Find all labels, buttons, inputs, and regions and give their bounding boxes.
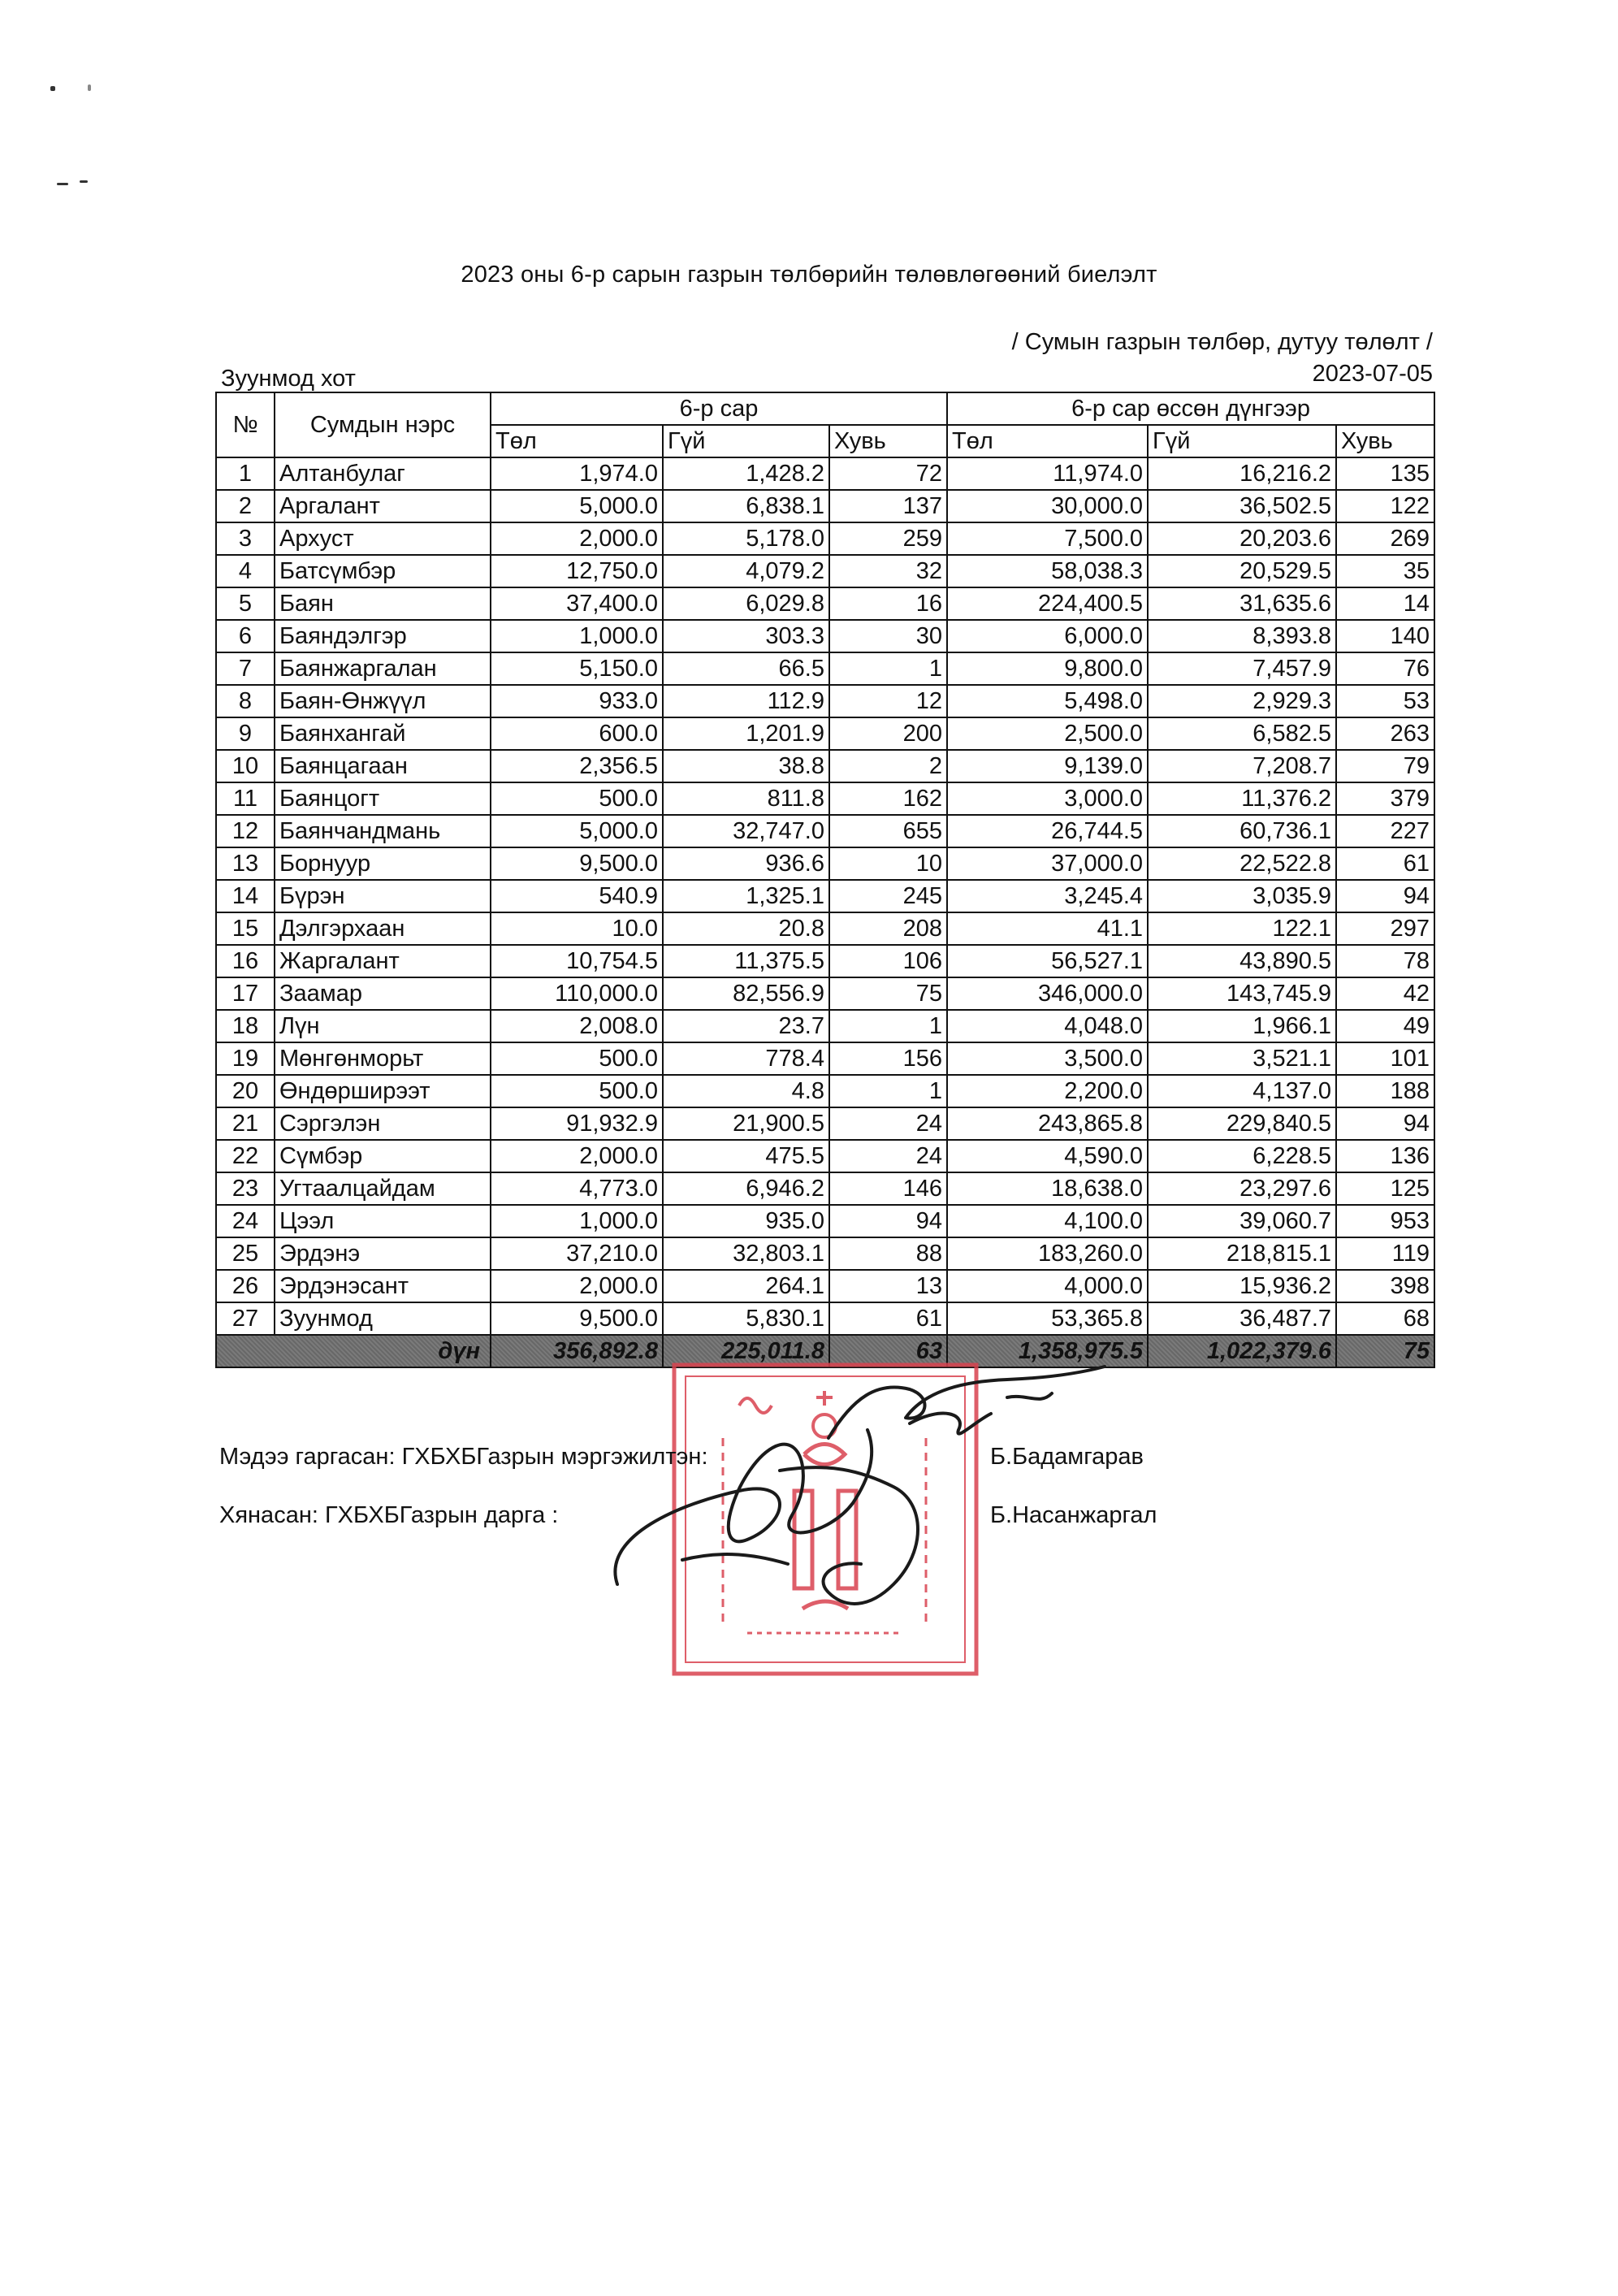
month-plan-cell: 500.0 <box>491 1042 663 1075</box>
header-month-plan: Төл <box>491 425 663 457</box>
month-actual-cell: 778.4 <box>663 1042 829 1075</box>
month-plan-cell: 933.0 <box>491 685 663 717</box>
row-number-cell: 20 <box>216 1075 275 1107</box>
month-plan-cell: 5,000.0 <box>491 490 663 522</box>
month-plan-cell: 37,210.0 <box>491 1237 663 1270</box>
cumulative-plan-cell: 6,000.0 <box>947 620 1148 652</box>
month-actual-cell: 5,178.0 <box>663 522 829 555</box>
cumulative-plan-cell: 4,048.0 <box>947 1010 1148 1042</box>
district-name-cell: Алтанбулаг <box>275 457 491 490</box>
month-plan-cell: 2,008.0 <box>491 1010 663 1042</box>
header-cumulative-percent: Хувь <box>1336 425 1434 457</box>
month-percent-cell: 208 <box>829 912 947 945</box>
month-actual-cell: 1,201.9 <box>663 717 829 750</box>
table-row <box>216 880 1434 912</box>
cumulative-plan-cell: 2,200.0 <box>947 1075 1148 1107</box>
row-number-cell: 15 <box>216 912 275 945</box>
cumulative-actual-cell: 6,582.5 <box>1148 717 1336 750</box>
cumulative-actual-cell: 16,216.2 <box>1148 457 1336 490</box>
district-name-cell: Баянчандмань <box>275 815 491 847</box>
month-plan-cell: 540.9 <box>491 880 663 912</box>
document-date: 2023-07-05 <box>1312 361 1433 387</box>
table-row <box>216 685 1434 717</box>
table-row <box>216 1270 1434 1302</box>
row-number-cell: 26 <box>216 1270 275 1302</box>
cumulative-plan-cell: 56,527.1 <box>947 945 1148 977</box>
cumulative-plan-cell: 18,638.0 <box>947 1172 1148 1205</box>
month-plan-cell: 5,150.0 <box>491 652 663 685</box>
report-table <box>215 392 1435 1368</box>
month-percent-cell: 24 <box>829 1140 947 1172</box>
table-row <box>216 1042 1434 1075</box>
header-cumulative-actual: Гүй <box>1148 425 1336 457</box>
month-actual-cell: 6,838.1 <box>663 490 829 522</box>
district-name-cell: Бүрэн <box>275 880 491 912</box>
row-number-cell: 6 <box>216 620 275 652</box>
month-percent-cell: 94 <box>829 1205 947 1237</box>
total-cumulative-actual: 1,022,379.6 <box>1148 1335 1336 1367</box>
district-name-cell: Лүн <box>275 1010 491 1042</box>
cumulative-actual-cell: 122.1 <box>1148 912 1336 945</box>
cumulative-actual-cell: 218,815.1 <box>1148 1237 1336 1270</box>
district-name-cell: Өндөрширээт <box>275 1075 491 1107</box>
month-percent-cell: 259 <box>829 522 947 555</box>
month-percent-cell: 245 <box>829 880 947 912</box>
month-percent-cell: 12 <box>829 685 947 717</box>
month-plan-cell: 1,000.0 <box>491 620 663 652</box>
table-row <box>216 1302 1434 1335</box>
month-actual-cell: 66.5 <box>663 652 829 685</box>
table-row <box>216 1010 1434 1042</box>
cumulative-percent-cell: 135 <box>1336 457 1434 490</box>
month-actual-cell: 112.9 <box>663 685 829 717</box>
cumulative-percent-cell: 49 <box>1336 1010 1434 1042</box>
cumulative-actual-cell: 36,502.5 <box>1148 490 1336 522</box>
table-row <box>216 847 1434 880</box>
cumulative-actual-cell: 22,522.8 <box>1148 847 1336 880</box>
cumulative-plan-cell: 41.1 <box>947 912 1148 945</box>
row-number-cell: 10 <box>216 750 275 782</box>
cumulative-actual-cell: 8,393.8 <box>1148 620 1336 652</box>
row-number-cell: 21 <box>216 1107 275 1140</box>
scan-speck <box>57 183 68 185</box>
month-actual-cell: 6,029.8 <box>663 587 829 620</box>
cumulative-percent-cell: 263 <box>1336 717 1434 750</box>
total-month-plan: 356,892.8 <box>491 1335 663 1367</box>
row-number-cell: 24 <box>216 1205 275 1237</box>
cumulative-plan-cell: 11,974.0 <box>947 457 1148 490</box>
district-name-cell: Архуст <box>275 522 491 555</box>
cumulative-actual-cell: 3,035.9 <box>1148 880 1336 912</box>
district-name-cell: Баянцогт <box>275 782 491 815</box>
cumulative-plan-cell: 4,590.0 <box>947 1140 1148 1172</box>
cumulative-actual-cell: 7,457.9 <box>1148 652 1336 685</box>
table-row <box>216 1205 1434 1237</box>
cumulative-plan-cell: 4,100.0 <box>947 1205 1148 1237</box>
month-plan-cell: 37,400.0 <box>491 587 663 620</box>
row-number-cell: 14 <box>216 880 275 912</box>
document-city: Зуунмод хот <box>221 366 356 392</box>
month-actual-cell: 4,079.2 <box>663 555 829 587</box>
row-number-cell: 19 <box>216 1042 275 1075</box>
cumulative-percent-cell: 136 <box>1336 1140 1434 1172</box>
month-percent-cell: 16 <box>829 587 947 620</box>
cumulative-plan-cell: 346,000.0 <box>947 977 1148 1010</box>
month-percent-cell: 13 <box>829 1270 947 1302</box>
cumulative-plan-cell: 3,000.0 <box>947 782 1148 815</box>
table-row <box>216 490 1434 522</box>
month-actual-cell: 1,428.2 <box>663 457 829 490</box>
header-no: № <box>216 392 275 457</box>
month-percent-cell: 162 <box>829 782 947 815</box>
month-actual-cell: 936.6 <box>663 847 829 880</box>
month-percent-cell: 137 <box>829 490 947 522</box>
table-row <box>216 1107 1434 1140</box>
month-plan-cell: 10.0 <box>491 912 663 945</box>
month-plan-cell: 500.0 <box>491 1075 663 1107</box>
header-cumulative-plan: Төл <box>947 425 1148 457</box>
total-month-percent: 63 <box>829 1335 947 1367</box>
district-name-cell: Эрдэнэ <box>275 1237 491 1270</box>
cumulative-percent-cell: 35 <box>1336 555 1434 587</box>
month-plan-cell: 110,000.0 <box>491 977 663 1010</box>
cumulative-plan-cell: 3,500.0 <box>947 1042 1148 1075</box>
cumulative-percent-cell: 14 <box>1336 587 1434 620</box>
document-title: 2023 оны 6-р сарын газрын төлбөрийн төлөвлөгөөний биелэлт <box>461 262 1157 288</box>
month-actual-cell: 32,747.0 <box>663 815 829 847</box>
month-percent-cell: 72 <box>829 457 947 490</box>
cumulative-actual-cell: 229,840.5 <box>1148 1107 1336 1140</box>
month-plan-cell: 2,000.0 <box>491 522 663 555</box>
cumulative-actual-cell: 7,208.7 <box>1148 750 1336 782</box>
cumulative-percent-cell: 297 <box>1336 912 1434 945</box>
month-plan-cell: 9,500.0 <box>491 1302 663 1335</box>
cumulative-plan-cell: 53,365.8 <box>947 1302 1148 1335</box>
month-plan-cell: 2,000.0 <box>491 1270 663 1302</box>
month-actual-cell: 1,325.1 <box>663 880 829 912</box>
district-name-cell: Жаргалант <box>275 945 491 977</box>
month-percent-cell: 24 <box>829 1107 947 1140</box>
district-name-cell: Баянцагаан <box>275 750 491 782</box>
month-actual-cell: 32,803.1 <box>663 1237 829 1270</box>
month-percent-cell: 10 <box>829 847 947 880</box>
month-actual-cell: 811.8 <box>663 782 829 815</box>
district-name-cell: Зуунмод <box>275 1302 491 1335</box>
table-row <box>216 457 1434 490</box>
month-percent-cell: 146 <box>829 1172 947 1205</box>
month-percent-cell: 2 <box>829 750 947 782</box>
table-row <box>216 750 1434 782</box>
month-percent-cell: 61 <box>829 1302 947 1335</box>
total-month-actual: 225,011.8 <box>663 1335 829 1367</box>
cumulative-actual-cell: 4,137.0 <box>1148 1075 1336 1107</box>
row-number-cell: 4 <box>216 555 275 587</box>
cumulative-plan-cell: 3,245.4 <box>947 880 1148 912</box>
month-percent-cell: 1 <box>829 1010 947 1042</box>
scan-speck <box>80 180 88 183</box>
table-row <box>216 522 1434 555</box>
cumulative-plan-cell: 9,139.0 <box>947 750 1148 782</box>
official-stamp <box>674 1365 976 1674</box>
table-row <box>216 815 1434 847</box>
row-number-cell: 7 <box>216 652 275 685</box>
cumulative-percent-cell: 94 <box>1336 880 1434 912</box>
row-number-cell: 2 <box>216 490 275 522</box>
row-number-cell: 5 <box>216 587 275 620</box>
month-percent-cell: 156 <box>829 1042 947 1075</box>
cumulative-plan-cell: 243,865.8 <box>947 1107 1148 1140</box>
cumulative-percent-cell: 79 <box>1336 750 1434 782</box>
month-actual-cell: 6,946.2 <box>663 1172 829 1205</box>
month-plan-cell: 2,000.0 <box>491 1140 663 1172</box>
month-actual-cell: 23.7 <box>663 1010 829 1042</box>
cumulative-plan-cell: 2,500.0 <box>947 717 1148 750</box>
cumulative-actual-cell: 2,929.3 <box>1148 685 1336 717</box>
cumulative-actual-cell: 23,297.6 <box>1148 1172 1336 1205</box>
district-name-cell: Баянхангай <box>275 717 491 750</box>
table-row <box>216 782 1434 815</box>
month-plan-cell: 1,974.0 <box>491 457 663 490</box>
cumulative-plan-cell: 183,260.0 <box>947 1237 1148 1270</box>
cumulative-percent-cell: 119 <box>1336 1237 1434 1270</box>
district-name-cell: Заамар <box>275 977 491 1010</box>
table-row <box>216 555 1434 587</box>
row-number-cell: 1 <box>216 457 275 490</box>
cumulative-percent-cell: 269 <box>1336 522 1434 555</box>
district-name-cell: Сүмбэр <box>275 1140 491 1172</box>
cumulative-actual-cell: 1,966.1 <box>1148 1010 1336 1042</box>
row-number-cell: 18 <box>216 1010 275 1042</box>
cumulative-actual-cell: 15,936.2 <box>1148 1270 1336 1302</box>
month-actual-cell: 82,556.9 <box>663 977 829 1010</box>
table-row <box>216 717 1434 750</box>
month-actual-cell: 264.1 <box>663 1270 829 1302</box>
table-row <box>216 587 1434 620</box>
cumulative-percent-cell: 953 <box>1336 1205 1434 1237</box>
cumulative-actual-cell: 143,745.9 <box>1148 977 1336 1010</box>
month-percent-cell: 1 <box>829 1075 947 1107</box>
cumulative-plan-cell: 58,038.3 <box>947 555 1148 587</box>
month-plan-cell: 600.0 <box>491 717 663 750</box>
month-actual-cell: 38.8 <box>663 750 829 782</box>
district-name-cell: Борнуур <box>275 847 491 880</box>
cumulative-plan-cell: 7,500.0 <box>947 522 1148 555</box>
district-name-cell: Цээл <box>275 1205 491 1237</box>
scan-speck <box>50 86 55 91</box>
month-percent-cell: 106 <box>829 945 947 977</box>
row-number-cell: 8 <box>216 685 275 717</box>
cumulative-plan-cell: 224,400.5 <box>947 587 1148 620</box>
row-number-cell: 17 <box>216 977 275 1010</box>
cumulative-percent-cell: 42 <box>1336 977 1434 1010</box>
prepared-by-name: Б.Бадамгарав <box>990 1444 1144 1470</box>
cumulative-percent-cell: 125 <box>1336 1172 1434 1205</box>
scan-speck <box>88 84 91 91</box>
cumulative-percent-cell: 379 <box>1336 782 1434 815</box>
month-actual-cell: 935.0 <box>663 1205 829 1237</box>
header-group-month: 6-р сар <box>491 392 947 425</box>
district-name-cell: Баян <box>275 587 491 620</box>
cumulative-percent-cell: 227 <box>1336 815 1434 847</box>
cumulative-plan-cell: 5,498.0 <box>947 685 1148 717</box>
total-cumulative-percent: 75 <box>1336 1335 1434 1367</box>
month-actual-cell: 303.3 <box>663 620 829 652</box>
month-percent-cell: 655 <box>829 815 947 847</box>
row-number-cell: 25 <box>216 1237 275 1270</box>
row-number-cell: 13 <box>216 847 275 880</box>
month-actual-cell: 20.8 <box>663 912 829 945</box>
district-name-cell: Баяндэлгэр <box>275 620 491 652</box>
checked-by-label: Хянасан: ГХБХБГазрын дарга : <box>219 1502 559 1528</box>
month-percent-cell: 30 <box>829 620 947 652</box>
cumulative-actual-cell: 31,635.6 <box>1148 587 1336 620</box>
total-label: дүн <box>216 1335 491 1367</box>
month-actual-cell: 11,375.5 <box>663 945 829 977</box>
month-percent-cell: 32 <box>829 555 947 587</box>
table-row <box>216 1172 1434 1205</box>
district-name-cell: Эрдэнэсант <box>275 1270 491 1302</box>
month-plan-cell: 9,500.0 <box>491 847 663 880</box>
month-actual-cell: 21,900.5 <box>663 1107 829 1140</box>
month-percent-cell: 88 <box>829 1237 947 1270</box>
month-percent-cell: 1 <box>829 652 947 685</box>
cumulative-plan-cell: 9,800.0 <box>947 652 1148 685</box>
checked-by-name: Б.Насанжаргал <box>990 1502 1157 1528</box>
row-number-cell: 16 <box>216 945 275 977</box>
cumulative-actual-cell: 39,060.7 <box>1148 1205 1336 1237</box>
district-name-cell: Батсүмбэр <box>275 555 491 587</box>
document-subtitle: / Сумын газрын төлбөр, дутуу төлөлт / <box>1011 329 1433 355</box>
cumulative-actual-cell: 20,529.5 <box>1148 555 1336 587</box>
header-month-actual: Гүй <box>663 425 829 457</box>
cumulative-actual-cell: 11,376.2 <box>1148 782 1336 815</box>
cumulative-percent-cell: 140 <box>1336 620 1434 652</box>
month-percent-cell: 200 <box>829 717 947 750</box>
row-number-cell: 23 <box>216 1172 275 1205</box>
table-row <box>216 1140 1434 1172</box>
row-number-cell: 11 <box>216 782 275 815</box>
month-plan-cell: 12,750.0 <box>491 555 663 587</box>
prepared-by-label: Мэдээ гаргасан: ГХБХБГазрын мэргэжилтэн: <box>219 1444 708 1470</box>
cumulative-percent-cell: 101 <box>1336 1042 1434 1075</box>
table-row <box>216 945 1434 977</box>
month-plan-cell: 1,000.0 <box>491 1205 663 1237</box>
table-row <box>216 620 1434 652</box>
total-cumulative-plan: 1,358,975.5 <box>947 1335 1148 1367</box>
cumulative-actual-cell: 6,228.5 <box>1148 1140 1336 1172</box>
row-number-cell: 3 <box>216 522 275 555</box>
district-name-cell: Угтаалцайдам <box>275 1172 491 1205</box>
cumulative-actual-cell: 3,521.1 <box>1148 1042 1336 1075</box>
month-plan-cell: 500.0 <box>491 782 663 815</box>
month-plan-cell: 91,932.9 <box>491 1107 663 1140</box>
cumulative-percent-cell: 53 <box>1336 685 1434 717</box>
header-group-cumulative: 6-р сар өссөн дүнгээр <box>947 392 1434 425</box>
cumulative-actual-cell: 20,203.6 <box>1148 522 1336 555</box>
cumulative-plan-cell: 37,000.0 <box>947 847 1148 880</box>
cumulative-actual-cell: 60,736.1 <box>1148 815 1336 847</box>
header-month-percent: Хувь <box>829 425 947 457</box>
month-actual-cell: 475.5 <box>663 1140 829 1172</box>
table-row <box>216 1237 1434 1270</box>
month-actual-cell: 4.8 <box>663 1075 829 1107</box>
handwritten-signature <box>615 1367 1105 1604</box>
row-number-cell: 12 <box>216 815 275 847</box>
month-plan-cell: 10,754.5 <box>491 945 663 977</box>
cumulative-percent-cell: 76 <box>1336 652 1434 685</box>
district-name-cell: Баян-Өнжүүл <box>275 685 491 717</box>
header-name: Сумдын нэрс <box>275 392 491 457</box>
cumulative-percent-cell: 68 <box>1336 1302 1434 1335</box>
district-name-cell: Дэлгэрхаан <box>275 912 491 945</box>
cumulative-plan-cell: 30,000.0 <box>947 490 1148 522</box>
cumulative-percent-cell: 94 <box>1336 1107 1434 1140</box>
row-number-cell: 27 <box>216 1302 275 1335</box>
district-name-cell: Аргалант <box>275 490 491 522</box>
district-name-cell: Баянжаргалан <box>275 652 491 685</box>
month-percent-cell: 75 <box>829 977 947 1010</box>
month-plan-cell: 5,000.0 <box>491 815 663 847</box>
cumulative-actual-cell: 43,890.5 <box>1148 945 1336 977</box>
cumulative-actual-cell: 36,487.7 <box>1148 1302 1336 1335</box>
table-row <box>216 652 1434 685</box>
table-body <box>216 457 1434 1335</box>
district-name-cell: Мөнгөнморьт <box>275 1042 491 1075</box>
month-actual-cell: 5,830.1 <box>663 1302 829 1335</box>
cumulative-percent-cell: 78 <box>1336 945 1434 977</box>
district-name-cell: Сэргэлэн <box>275 1107 491 1140</box>
table-row <box>216 977 1434 1010</box>
month-plan-cell: 4,773.0 <box>491 1172 663 1205</box>
table-row <box>216 1075 1434 1107</box>
cumulative-plan-cell: 4,000.0 <box>947 1270 1148 1302</box>
table-row <box>216 912 1434 945</box>
cumulative-percent-cell: 61 <box>1336 847 1434 880</box>
cumulative-percent-cell: 122 <box>1336 490 1434 522</box>
row-number-cell: 9 <box>216 717 275 750</box>
row-number-cell: 22 <box>216 1140 275 1172</box>
cumulative-plan-cell: 26,744.5 <box>947 815 1148 847</box>
cumulative-percent-cell: 398 <box>1336 1270 1434 1302</box>
cumulative-percent-cell: 188 <box>1336 1075 1434 1107</box>
month-plan-cell: 2,356.5 <box>491 750 663 782</box>
